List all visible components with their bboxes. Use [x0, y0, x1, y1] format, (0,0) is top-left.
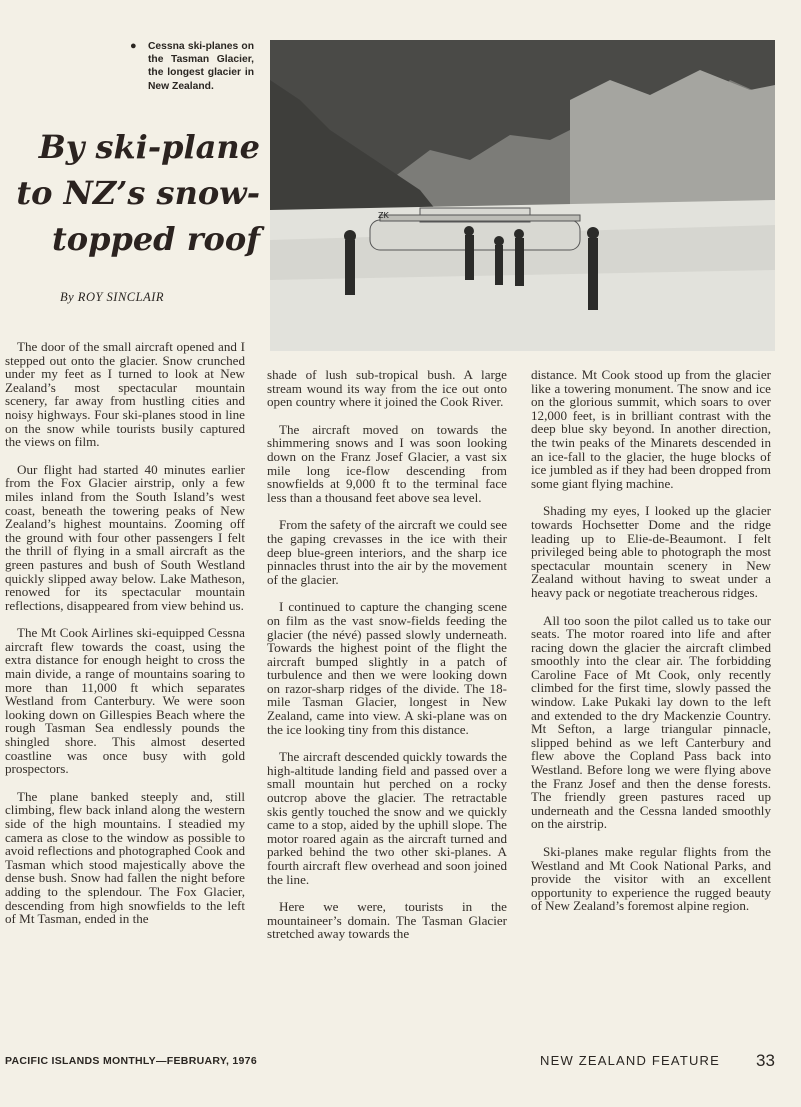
paragraph: distance. Mt Cook stood up from the glacier like a towering monument. The snow and ice on the glorious summit, which soars to over 12,000 feet, is in brilliant contrast with the deep blue sky beyond. In another direction, the twin peaks of the Minarets descended in an ice-fall to the glacier, the huge blocks of ice jumbled as if they had been dropped from some giant flying machine. [531, 367, 771, 491]
bullet-icon: ● [130, 40, 137, 52]
paragraph: The Mt Cook Airlines ski-equipped Cessna aircraft flew towards the coast, using the extra distance for enough height to cross the main divide, a range of mountains soaring to more than 11,000 ft which separates Westland from Canterbury. We were soon looking down on Gillespies Beach where the rough Tasman Sea endlessly pounds the shingled shore. This almost deserted coastline was once busy with gold prospectors. [5, 625, 245, 777]
paragraph: The aircraft descended quickly towards the high-altitude landing field and passed over a small mountain hut perched on a rocky outcrop above the glacier. The retractable skis gently touched the snow and we quickly came to a stop, aided by the uphill slope. The motor roared again as the aircraft turned and parked behind the two other ski-planes. A fourth aircraft flew overhead and soon joined the line. [267, 749, 507, 887]
article-column-3 [531, 368, 771, 913]
byline: By ROY SINCLAIR [60, 290, 165, 304]
paragraph: The door of the small aircraft opened and I stepped out onto the glacier. Snow crunched under my feet as I turned to look at New Zealand’s most spectacular mountain scenery, far away from hustling cities and noisy highways. Four ski-planes stood in line on the snow while tourists busily captured the views on film. [5, 339, 245, 450]
headline: By ski-plane to NZ’s snow-topped roof [16, 128, 260, 258]
paragraph: The plane banked steeply and, still climbing, flew back inland along the western side of the high mountains. I steadied my camera as close to the window as possible to avoid reflections and photographed Cook and Tasman which stood majestically above the dense bush. Snow had fallen the night before adding to the splendour. The Fox Glacier, descending from high snowfields to the left of Mt Tasman, ended in the [5, 788, 245, 927]
photo-caption-text: Cessna ski-planes on the Tasman Glacier, the longest glacier in New Zealand. [148, 41, 254, 92]
glacier-photo [270, 40, 775, 351]
section-footer: NEW ZEALAND FEATURE [540, 1053, 721, 1068]
paragraph: Shading my eyes, I looked up the glacier towards Hochsetter Dome and the ridge leading up to Elie-de-Beaumont. I felt privileged being able to photograph the most spectacular mountain scenery in New Zealand without having to sweat under a heavy pack or negotiate treacherous ridges. [531, 503, 771, 600]
photo-caption [130, 40, 254, 93]
paragraph: Here we were, tourists in the mountaineer’s domain. The Tasman Glacier stretched away towards the [267, 899, 507, 942]
paragraph: shade of lush sub-tropical bush. A large stream wound its way from the ice out onto open country where it joined the Cook River. [267, 367, 507, 410]
paragraph: Our flight had started 40 minutes earlier from the Fox Glacier airstrip, only a few miles inland from the South Island’s west coast, beneath the towering peaks of New Zealand’s highest mountains. Zooming off the ground with four other passengers I felt the thrill of flying in a small aircraft as the green pastures and bush of South Westland quickly slipped away below. Lake Matheson, renowed for its spectacular mountain reflections, disappeared from view behind us. [5, 461, 245, 613]
paragraph: The aircraft moved on towards the shimmering snows and I was soon looking down on the Franz Josef Glacier, a vast six mile long ice-flow descending from snowfields at 9,000 ft to the terminal face less than a thousand feet above sea level. [267, 421, 507, 505]
paragraph: Ski-planes make regular flights from the Westland and Mt Cook National Parks, and provide the visitor with an excellent opportunity to experience the rugged beauty of New Zealand’s foremost alpine region. [531, 844, 771, 914]
paragraph: I continued to capture the changing scene on film as the vast snow-fields feeding the glacier (the névé) passed slowly underneath. Towards the highest point of the flight the aircraft bumped slightly in a patch of turbulence and then we were looking down on razor-sharp ridges of the divide. The 18-mile Tasman Glacier, longest in New Zealand, came into view. A ski-plane was on the ice looking tiny from this distance. [267, 599, 507, 737]
page-number: 33 [756, 1051, 775, 1070]
paragraph: All too soon the pilot called us to take our seats. The motor roared into life and after racing down the glacier the aircraft climbed smoothly into the clear air. The forbidding Caroline Face of Mt Cook, only recently climbed for the first time, slowly passed the window. Lake Pukaki lay down to the left and extended to the dry Mackenzie Country. Mt Sefton, a large triangular pinnacle, slipped behind as we left Canterbury and flew above the Copland Pass back into Westland. Before long we were flying above the Franz Josef and then the dense forests. The friendly green pastures raced up underneath and the Cessna landed smoothly on the airstrip. [531, 612, 771, 832]
publication-footer: PACIFIC ISLANDS MONTHLY—FEBRUARY, 1976 [5, 1055, 257, 1067]
paragraph: From the safety of the aircraft we could see the gaping crevasses in the ice with their deep blue-green interiors, and the sharp ice pinnacles thrust into the air by the movement of the glacier. [267, 517, 507, 587]
article-column-1 [5, 340, 245, 926]
article-column-2 [267, 368, 507, 941]
svg-text:ZK: ZK [378, 211, 389, 220]
